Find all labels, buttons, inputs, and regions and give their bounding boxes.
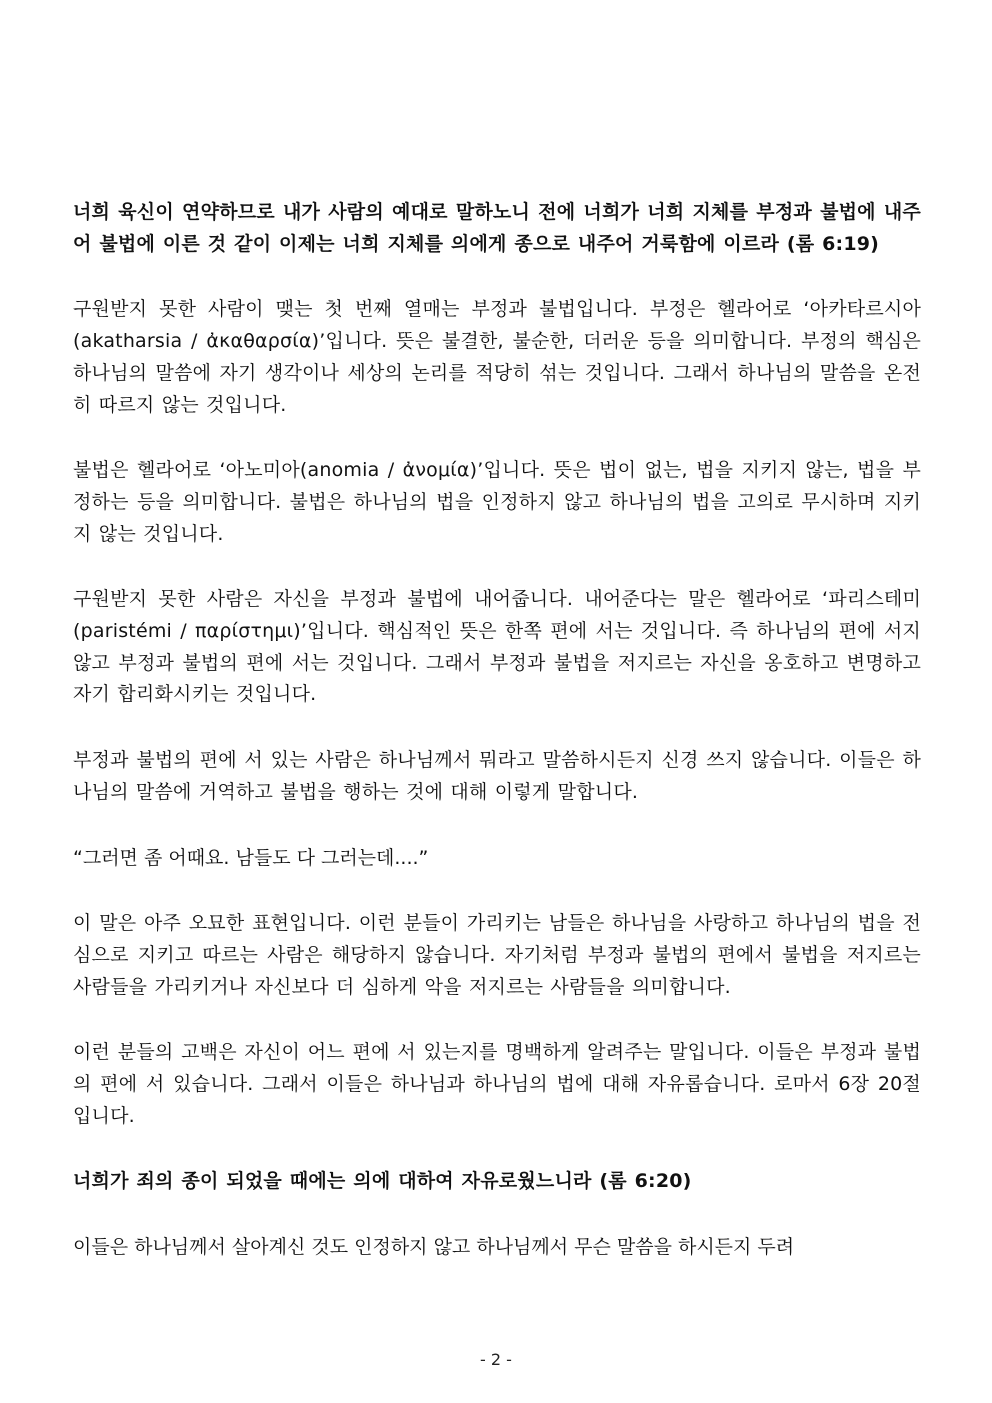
verse-romans-6-19: 너희 육신이 연약하므로 내가 사람의 예대로 말하노니 전에 너희가 너희 지체를 부정과 불법에 내주어 불법에 이른 것 같이 이제는 너희 지체를 의에게 종으로 내주어 거룩함에 이르라 (롬 6:19)	[73, 201, 921, 255]
paragraph-continuation: 이들은 하나님께서 살아계신 것도 인정하지 않고 하나님께서 무슨 말씀을 하시든지 두려	[73, 1236, 795, 1259]
paragraph-confession: 이런 분들의 고백은 자신이 어느 편에 서 있는지를 명백하게 알려주는 말입니다. 이들은 부정과 불법의 편에 서 있습니다. 그래서 이들은 하나님과 하나님의 법에 대해 자유롭습니다. 로마서 6장 20절입니다.	[73, 1041, 921, 1127]
quote-line: “그러면 좀 어때요. 남들도 다 그러는데....”	[73, 846, 429, 869]
paragraph-side-of-lawlessness: 부정과 불법의 편에 서 있는 사람은 하나님께서 뭐라고 말씀하시든지 신경 쓰지 않습니다. 이들은 하나님의 말씀에 거역하고 불법을 행하는 것에 대해 이렇게 말합니다.	[73, 749, 921, 803]
paragraph-paristemi: 구원받지 못한 사람은 자신을 부정과 불법에 내어줍니다. 내어준다는 말은 헬라어로 ‘파리스테미(paristémi / παρίστημι)’입니다. 핵심적인 뜻은 한쪽 편에 서는 것입니다. 즉 하나님의 편에 서지 않고 부정과 불법의 편에 서는 것입니다. 그래서 부정과 불법을 저지르는 자신을 옹호하고 변명하고 자기 합리화시키는 것입니다.	[73, 588, 921, 706]
paragraph-akatharsia: 구원받지 못한 사람이 맺는 첫 번째 열매는 부정과 불법입니다. 부정은 헬라어로 ‘아카타르시아(akatharsia / ἀκαθαρσία)’입니다. 뜻은 불결한, 불순한, 더러운 등을 의미합니다. 부정의 핵심은 하나님의 말씀에 자기 생각이나 세상의 논리를 적당히 섞는 것입니다. 그래서 하나님의 말씀을 온전히 따르지 않는 것입니다.	[73, 298, 921, 416]
verse-romans-6-20: 너희가 죄의 종이 되었을 때에는 의에 대하여 자유로웠느니라 (롬 6:20)	[73, 1170, 692, 1193]
paragraph-anomia: 불법은 헬라어로 ‘아노미아(anomia / ἀνομία)’입니다. 뜻은 법이 없는, 법을 지키지 않는, 법을 부정하는 등을 의미합니다. 불법은 하나님의 법을 인정하지 않고 하나님의 법을 고의로 무시하며 지키지 않는 것입니다.	[73, 459, 921, 545]
document-body	[73, 197, 921, 1264]
paragraph-others: 이 말은 아주 오묘한 표현입니다. 이런 분들이 가리키는 남들은 하나님을 사랑하고 하나님의 법을 전심으로 지키고 따르는 사람은 해당하지 않습니다. 자기처럼 부정과 불법의 편에서 불법을 저지르는 사람들을 가리키거나 자신보다 더 심하게 악을 저지르는 사람들을 의미합니다.	[73, 912, 921, 998]
page-number: - 2 -	[480, 1350, 512, 1369]
